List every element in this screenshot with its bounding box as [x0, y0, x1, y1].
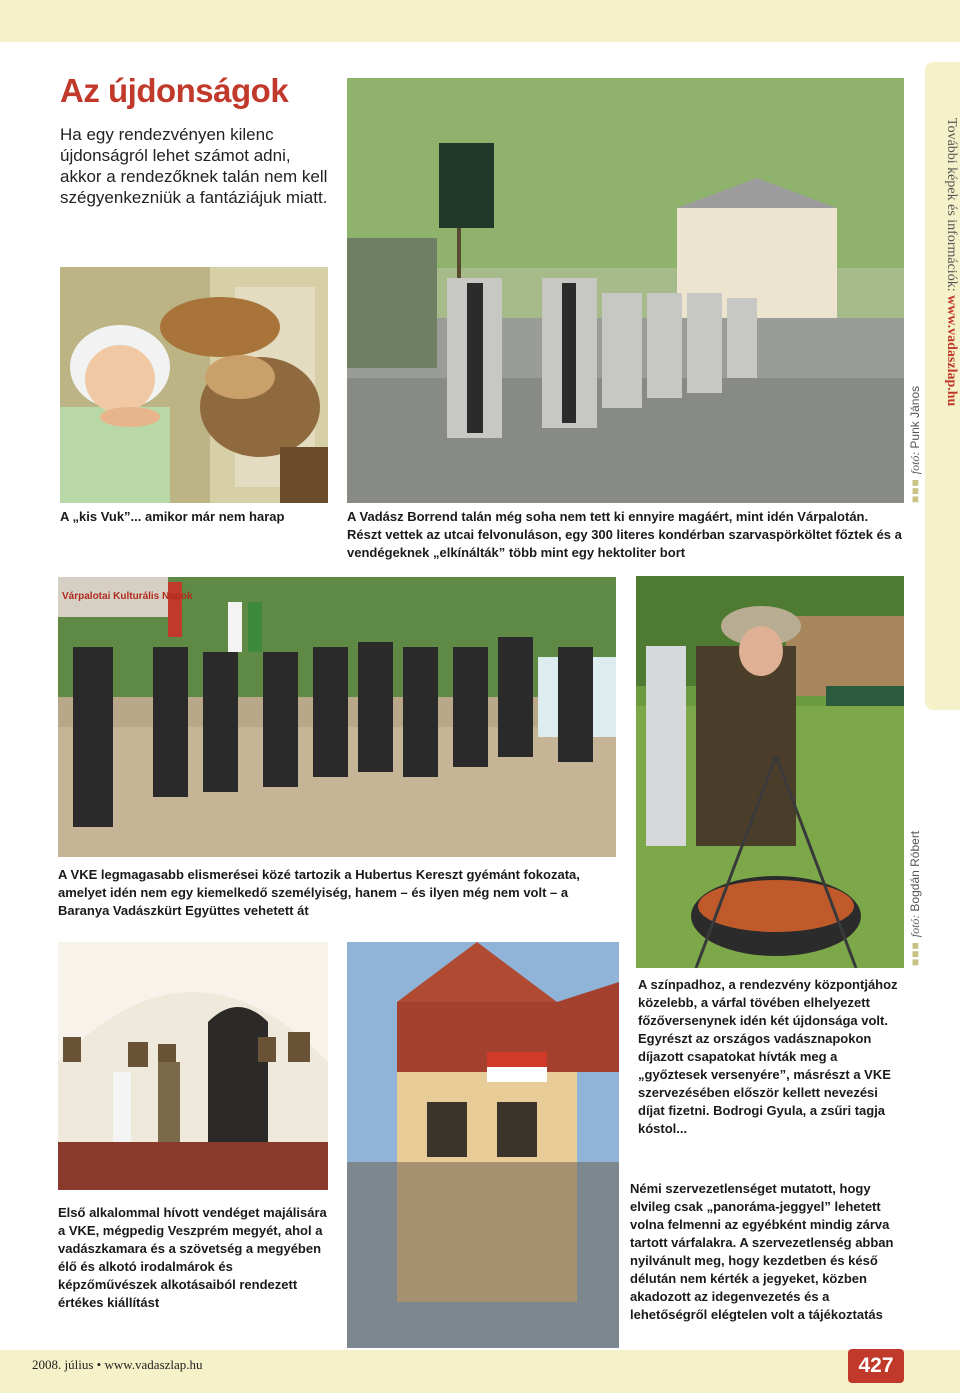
caption-castle-tower: Némi szervezetlenséget mutatott, hogy elvileg csak „panoráma-jeggyel” lehetett volna felmenni az egyébként mindig zárva tartott várfalakra. A szervezetlenség abban nyilvánult meg, hogy kezdetben és késő délután nem kérték a jegyeket, közben akadozott az idegenvezetés és a lehetőségről elégtelen volt a tájékoztatás: [630, 1181, 894, 1322]
photo-castle-tower: [347, 942, 619, 1348]
photo-child-with-deer: [60, 267, 328, 503]
photo-parade: [347, 78, 904, 503]
photo-credit-1: ■■■fotó:Punk János: [908, 385, 922, 503]
footer-site-link[interactable]: www.vadaszlap.hu: [104, 1357, 203, 1372]
caption-horn-band: A VKE legmagasabb elismerései közé tartozik a Hubertus Kereszt gyémánt fokozata, amelyet idén nem egy kiemelkedő személyiség, hanem – és ilyen még nem volt – a Baranya Vadászkürt Együttes vehetett át: [58, 867, 580, 918]
caption-parade-title: A Vadász Borrend talán még soha nem tett ki ennyire magáért, mint idén Várpalotán.: [347, 509, 869, 524]
page-number: 427: [848, 1349, 904, 1383]
caption-child-with-deer: A „kis Vuk”... amikor már nem harap: [60, 509, 285, 524]
top-color-band: [0, 0, 960, 42]
footer-bullet: •: [96, 1357, 102, 1372]
caption-exhibition: Első alkalommal hívott vendéget majálisára a VKE, mégpedig Veszprém megyét, ahol a vadászkamara és a szövetség a megyében élő és alkotó irodalmárok és képzőművészek alkotásaiból rendezett értékes kiállítást: [58, 1205, 327, 1310]
caption-parade-body: Részt vettek az utcai felvonuláson, egy 300 literes kondérban szarvaspörköltet főztek és a vendégeknek „elkínálták” több mint egy hektoliter bort: [347, 527, 902, 560]
side-info-text: További képek és információk: www.vadaszlap.hu: [944, 118, 959, 407]
photo-horn-band: [58, 577, 616, 857]
photo-credit-2: ■■■fotó:Bogdán Róbert: [908, 830, 922, 966]
side-info-url[interactable]: www.vadaszlap.hu: [944, 295, 959, 407]
caption-cooking: A színpadhoz, a rendezvény központjához közelebb, a várfal tövében elhelyezett főzőversenynek idén két újdonsága volt. Egyrészt az országos vadásznapokon díjazott csapatokat hívták meg a „győztesek versenyére”, másrészt a VKE szervezésében először kellett nevezési díjat fizetni. Bodrogi Gyula, a zsűri tagja kóstol...: [638, 977, 898, 1136]
footer-date: 2008. július: [32, 1357, 94, 1372]
photo-exhibition: [58, 942, 328, 1190]
intro-paragraph: Ha egy rendezvényen kilenc újdonságról lehet számot adni, akkor a rendezőknek talán nem kell szégyenkezniük a fantáziájuk miatt.: [60, 125, 328, 207]
banner-text: Várpalotai Kulturális Napok: [62, 591, 193, 602]
page-title: Az újdonságok: [60, 72, 289, 109]
footer: [32, 1357, 203, 1373]
photo-cooking: [636, 576, 904, 968]
